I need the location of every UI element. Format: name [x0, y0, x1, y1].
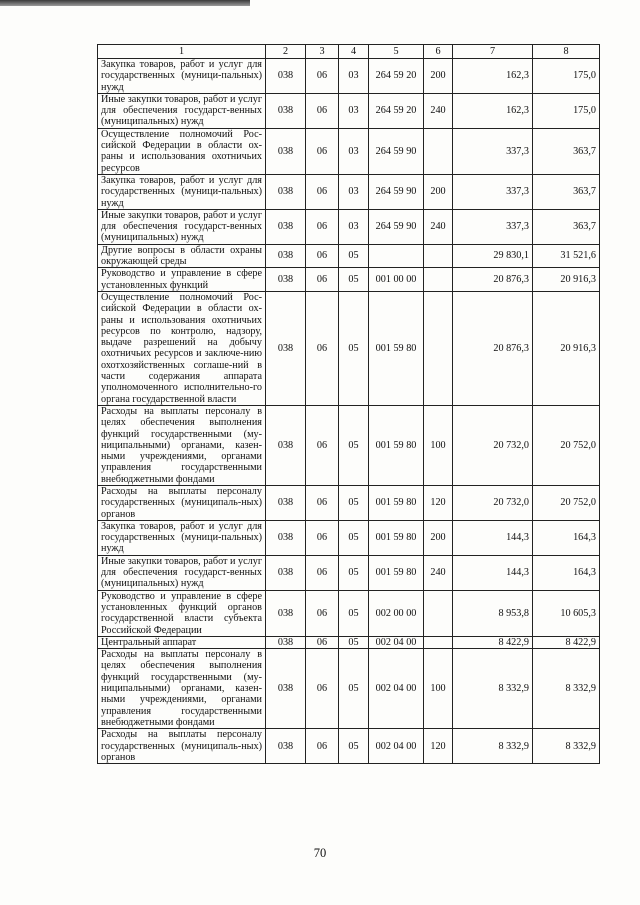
ministry-code-cell: 038 [266, 729, 306, 764]
section-code-cell: 06 [306, 729, 339, 764]
ministry-code-cell: 038 [266, 590, 306, 636]
subsection-code-cell: 05 [339, 405, 369, 485]
ministry-code-cell: 038 [266, 59, 306, 94]
amount-year2-cell: 20 752,0 [533, 405, 600, 485]
subsection-code-cell: 05 [339, 268, 369, 292]
expense-name-cell: Расходы на выплаты персоналу государственных (муниципаль-ных) органов [98, 485, 266, 520]
header-cell: 7 [453, 45, 533, 59]
expense-name-cell: Иные закупки товаров, работ и услуг для обеспечения государст-венных (муниципальных) нужд [98, 555, 266, 590]
subsection-code-cell: 05 [339, 291, 369, 405]
ministry-code-cell: 038 [266, 649, 306, 729]
section-code-cell: 06 [306, 649, 339, 729]
table-row [98, 590, 600, 636]
section-code-cell: 06 [306, 405, 339, 485]
ministry-code-cell: 038 [266, 636, 306, 648]
table-row [98, 485, 600, 520]
section-code-cell: 06 [306, 590, 339, 636]
table-row [98, 93, 600, 128]
expense-name-cell: Другие вопросы в области охраны окружающей среды [98, 244, 266, 268]
amount-year1-cell: 8 332,9 [453, 649, 533, 729]
target-article-cell: 002 00 00 [369, 590, 424, 636]
expense-type-cell: 200 [424, 520, 453, 555]
ministry-code-cell: 038 [266, 555, 306, 590]
expense-name-cell: Закупка товаров, работ и услуг для государственных (муници-пальных) нужд [98, 174, 266, 209]
subsection-code-cell: 05 [339, 244, 369, 268]
amount-year1-cell: 8 953,8 [453, 590, 533, 636]
target-article-cell: 264 59 90 [369, 174, 424, 209]
expense-type-cell: 240 [424, 555, 453, 590]
section-code-cell: 06 [306, 174, 339, 209]
expense-type-cell [424, 268, 453, 292]
amount-year2-cell: 20 752,0 [533, 485, 600, 520]
target-article-cell: 001 59 80 [369, 485, 424, 520]
expense-type-cell: 240 [424, 93, 453, 128]
section-code-cell: 06 [306, 59, 339, 94]
target-article-cell: 264 59 20 [369, 59, 424, 94]
amount-year2-cell: 20 916,3 [533, 268, 600, 292]
target-article-cell: 002 04 00 [369, 729, 424, 764]
amount-year2-cell: 8 332,9 [533, 729, 600, 764]
header-cell: 2 [266, 45, 306, 59]
amount-year2-cell: 10 605,3 [533, 590, 600, 636]
table-row [98, 405, 600, 485]
table-row [98, 244, 600, 268]
table-row [98, 520, 600, 555]
expense-name-cell: Расходы на выплаты персоналу государственных (муниципаль-ных) органов [98, 729, 266, 764]
header-cell: 6 [424, 45, 453, 59]
header-cell: 1 [98, 45, 266, 59]
section-code-cell: 06 [306, 209, 339, 244]
subsection-code-cell: 03 [339, 59, 369, 94]
expense-type-cell: 120 [424, 485, 453, 520]
subsection-code-cell: 03 [339, 174, 369, 209]
target-article-cell: 264 59 90 [369, 128, 424, 174]
amount-year1-cell: 8 332,9 [453, 729, 533, 764]
target-article-cell: 001 00 00 [369, 268, 424, 292]
subsection-code-cell: 05 [339, 485, 369, 520]
expense-name-cell: Руководство и управление в сфере установленных функций органов государственной власти субъекта Российской Федерации [98, 590, 266, 636]
expense-type-cell: 240 [424, 209, 453, 244]
amount-year1-cell: 144,3 [453, 520, 533, 555]
top-rule [0, 0, 250, 6]
expense-name-cell: Иные закупки товаров, работ и услуг для обеспечения государст-венных (муниципальных) нужд [98, 209, 266, 244]
ministry-code-cell: 038 [266, 174, 306, 209]
target-article-cell: 264 59 20 [369, 93, 424, 128]
amount-year1-cell: 20 876,3 [453, 268, 533, 292]
amount-year2-cell: 164,3 [533, 520, 600, 555]
budget-table [97, 44, 600, 764]
expense-type-cell [424, 128, 453, 174]
header-cell: 3 [306, 45, 339, 59]
header-cell: 5 [369, 45, 424, 59]
amount-year2-cell: 20 916,3 [533, 291, 600, 405]
amount-year2-cell: 164,3 [533, 555, 600, 590]
subsection-code-cell: 05 [339, 729, 369, 764]
target-article-cell: 001 59 80 [369, 555, 424, 590]
amount-year2-cell: 8 422,9 [533, 636, 600, 648]
amount-year1-cell: 20 876,3 [453, 291, 533, 405]
amount-year2-cell: 363,7 [533, 209, 600, 244]
expense-type-cell: 100 [424, 405, 453, 485]
expense-type-cell: 100 [424, 649, 453, 729]
subsection-code-cell: 03 [339, 209, 369, 244]
subsection-code-cell: 05 [339, 520, 369, 555]
table-row [98, 268, 600, 292]
amount-year2-cell: 31 521,6 [533, 244, 600, 268]
expense-type-cell: 120 [424, 729, 453, 764]
expense-type-cell [424, 291, 453, 405]
subsection-code-cell: 05 [339, 590, 369, 636]
header-row [98, 45, 600, 59]
target-article-cell: 264 59 90 [369, 209, 424, 244]
amount-year1-cell: 29 830,1 [453, 244, 533, 268]
subsection-code-cell: 03 [339, 93, 369, 128]
table-row [98, 729, 600, 764]
amount-year1-cell: 8 422,9 [453, 636, 533, 648]
section-code-cell: 06 [306, 128, 339, 174]
section-code-cell: 06 [306, 636, 339, 648]
amount-year2-cell: 175,0 [533, 93, 600, 128]
ministry-code-cell: 038 [266, 244, 306, 268]
amount-year1-cell: 144,3 [453, 555, 533, 590]
amount-year1-cell: 337,3 [453, 128, 533, 174]
ministry-code-cell: 038 [266, 209, 306, 244]
section-code-cell: 06 [306, 485, 339, 520]
section-code-cell: 06 [306, 268, 339, 292]
subsection-code-cell: 05 [339, 555, 369, 590]
header-cell: 8 [533, 45, 600, 59]
ministry-code-cell: 038 [266, 291, 306, 405]
table-row [98, 291, 600, 405]
target-article-cell: 001 59 80 [369, 291, 424, 405]
amount-year1-cell: 20 732,0 [453, 405, 533, 485]
expense-name-cell: Расходы на выплаты персоналу в целях обеспечения выполнения функций государственными (му-ниципальными) органами, казен-ными учреждениями, органами управления государственными внебюджетными фондами [98, 405, 266, 485]
table-row [98, 128, 600, 174]
subsection-code-cell: 05 [339, 649, 369, 729]
amount-year1-cell: 162,3 [453, 93, 533, 128]
ministry-code-cell: 038 [266, 93, 306, 128]
expense-name-cell: Осуществление полномочий Рос-сийской Федерации в области ох-раны и использования охотничьих ресурсов [98, 128, 266, 174]
expense-type-cell: 200 [424, 59, 453, 94]
amount-year1-cell: 162,3 [453, 59, 533, 94]
table-row [98, 649, 600, 729]
amount-year1-cell: 337,3 [453, 174, 533, 209]
section-code-cell: 06 [306, 291, 339, 405]
expense-type-cell: 200 [424, 174, 453, 209]
header-cell: 4 [339, 45, 369, 59]
amount-year1-cell: 337,3 [453, 209, 533, 244]
expense-type-cell [424, 636, 453, 648]
expense-name-cell: Расходы на выплаты персоналу в целях обеспечения выполнения функций государственными (му-ниципальными) органами, казен-ными учреждениями, органами управления государственными внебюджетными фондами [98, 649, 266, 729]
ministry-code-cell: 038 [266, 128, 306, 174]
target-article-cell: 001 59 80 [369, 520, 424, 555]
section-code-cell: 06 [306, 244, 339, 268]
table-row [98, 555, 600, 590]
amount-year2-cell: 363,7 [533, 174, 600, 209]
table-row [98, 174, 600, 209]
amount-year2-cell: 175,0 [533, 59, 600, 94]
ministry-code-cell: 038 [266, 520, 306, 555]
target-article-cell [369, 244, 424, 268]
table-row [98, 636, 600, 648]
page-number: 70 [313, 846, 327, 860]
table-row [98, 59, 600, 94]
target-article-cell: 002 04 00 [369, 649, 424, 729]
expense-type-cell [424, 590, 453, 636]
expense-name-cell: Закупка товаров, работ и услуг для государственных (муници-пальных) нужд [98, 59, 266, 94]
ministry-code-cell: 038 [266, 405, 306, 485]
subsection-code-cell: 05 [339, 636, 369, 648]
target-article-cell: 002 04 00 [369, 636, 424, 648]
expense-name-cell: Центральный аппарат [98, 636, 266, 648]
subsection-code-cell: 03 [339, 128, 369, 174]
expense-name-cell: Осуществление полномочий Рос-сийской Федерации в области ох-раны и использования охотничьих ресурсов по контролю, надзору, выдаче разрешений на добычу охотничьих ресурсов и заключе-нию охотхозяйственных соглаше-ний в части содержания аппарата уполномоченного исполнительно-го органа государственной власти [98, 291, 266, 405]
amount-year1-cell: 20 732,0 [453, 485, 533, 520]
section-code-cell: 06 [306, 520, 339, 555]
amount-year2-cell: 8 332,9 [533, 649, 600, 729]
target-article-cell: 001 59 80 [369, 405, 424, 485]
expense-type-cell [424, 244, 453, 268]
expense-name-cell: Иные закупки товаров, работ и услуг для обеспечения государст-венных (муниципальных) нужд [98, 93, 266, 128]
expense-name-cell: Закупка товаров, работ и услуг для государственных (муници-пальных) нужд [98, 520, 266, 555]
section-code-cell: 06 [306, 93, 339, 128]
amount-year2-cell: 363,7 [533, 128, 600, 174]
section-code-cell: 06 [306, 555, 339, 590]
table-row [98, 209, 600, 244]
ministry-code-cell: 038 [266, 485, 306, 520]
ministry-code-cell: 038 [266, 268, 306, 292]
expense-name-cell: Руководство и управление в сфере установленных функций [98, 268, 266, 292]
